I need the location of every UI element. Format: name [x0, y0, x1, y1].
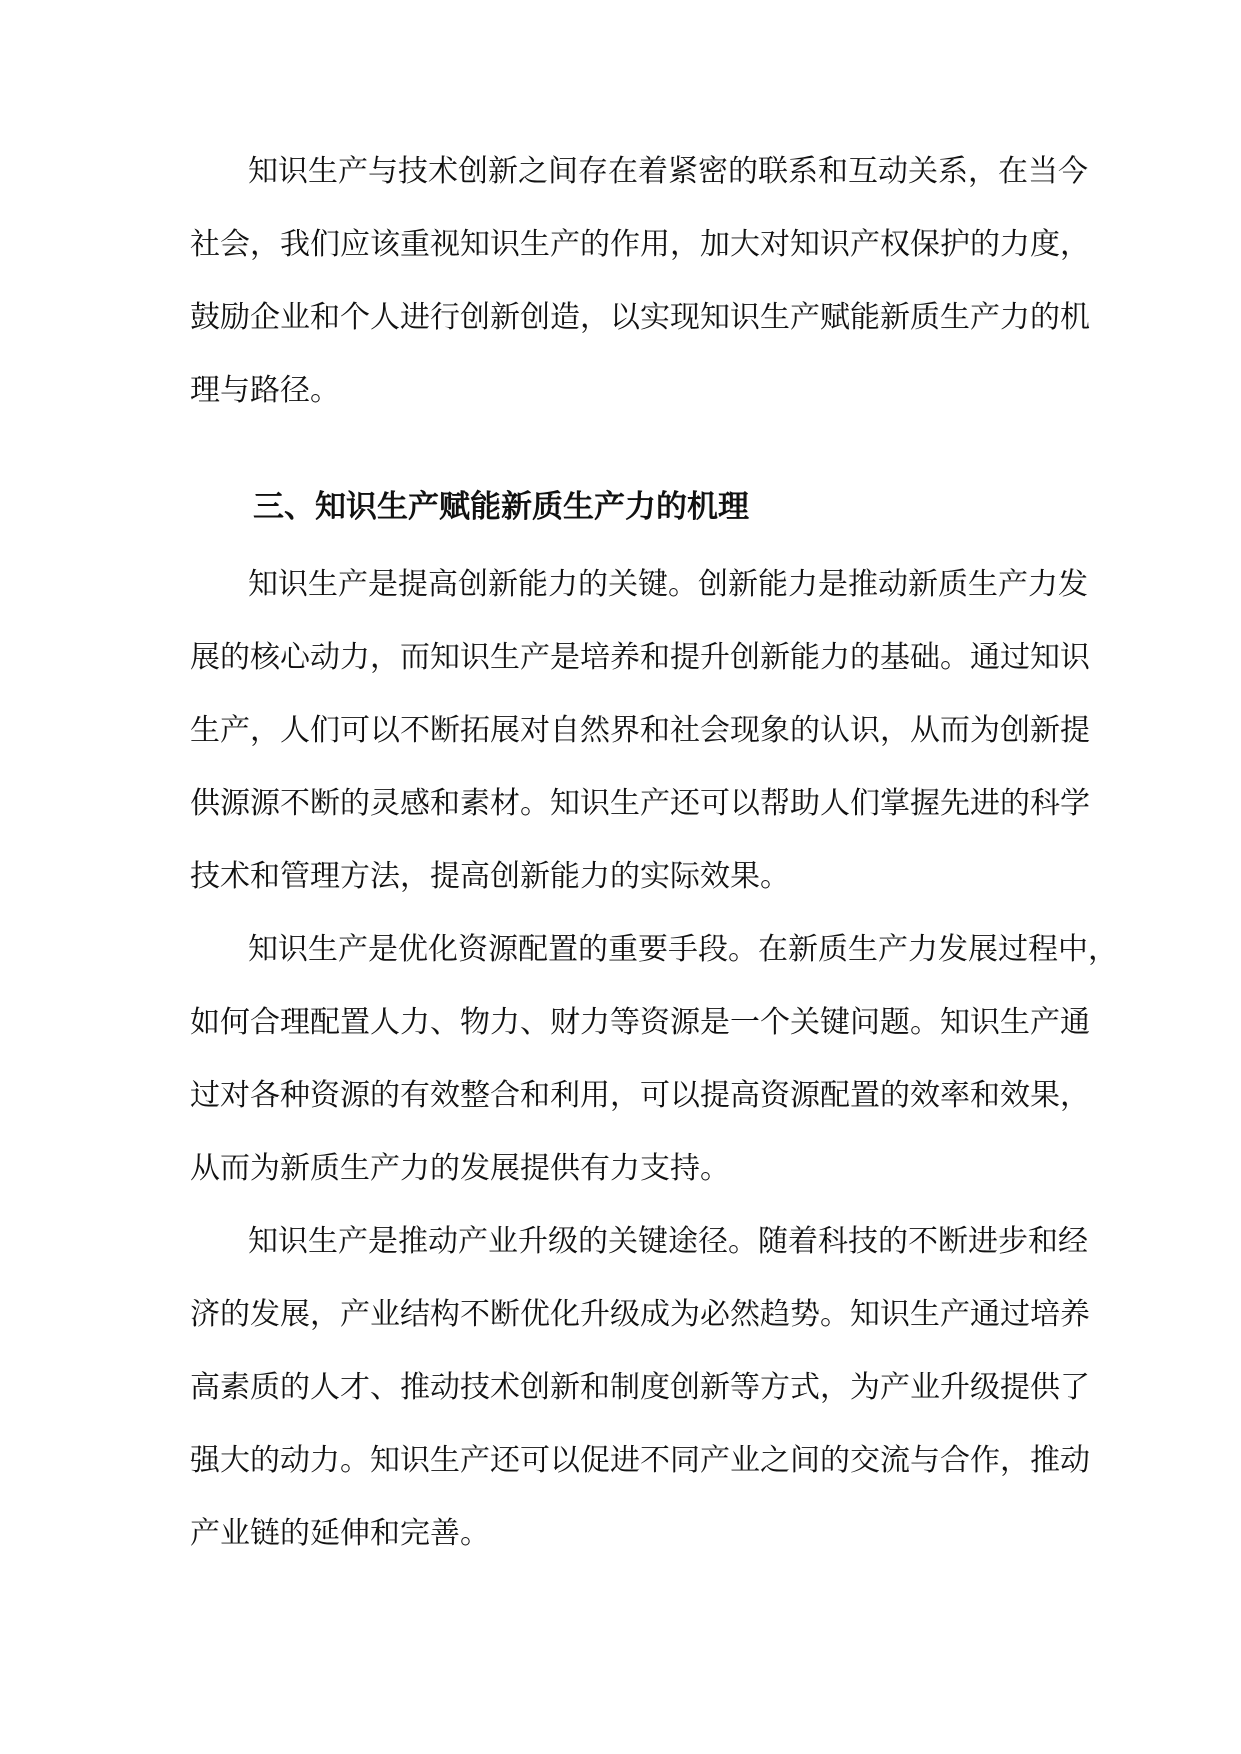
paragraph-1-line-2: 社会，我们应该重视知识生产的作用，加大对知识产权保护的力度， [190, 227, 1090, 262]
section-heading: 三、知识生产赋能新质生产力的机理 [253, 489, 749, 525]
paragraph-3-line-2: 如何合理配置人力、物力、财力等资源是一个关键问题。知识生产通 [190, 1005, 1090, 1040]
paragraph-1-line-1: 知识生产与技术创新之间存在着紧密的联系和互动关系，在当今 [248, 154, 1088, 189]
paragraph-3-line-3: 过对各种资源的有效整合和利用，可以提高资源配置的效率和效果， [190, 1078, 1090, 1113]
paragraph-2-line-5: 技术和管理方法，提高创新能力的实际效果。 [190, 859, 790, 894]
paragraph-2-line-3: 生产，人们可以不断拓展对自然界和社会现象的认识，从而为创新提 [190, 713, 1090, 748]
paragraph-2-line-4: 供源源不断的灵感和素材。知识生产还可以帮助人们掌握先进的科学 [190, 786, 1090, 821]
paragraph-3-line-1: 知识生产是优化资源配置的重要手段。在新质生产力发展过程中， [248, 932, 1118, 967]
paragraph-2-line-2: 展的核心动力，而知识生产是培养和提升创新能力的基础。通过知识 [190, 640, 1090, 675]
paragraph-4-line-3: 高素质的人才、推动技术创新和制度创新等方式，为产业升级提供了 [190, 1370, 1090, 1405]
paragraph-4-line-1: 知识生产是推动产业升级的关键途径。随着科技的不断进步和经 [248, 1224, 1088, 1259]
paragraph-4-line-4: 强大的动力。知识生产还可以促进不同产业之间的交流与合作，推动 [190, 1443, 1090, 1478]
paragraph-4-line-2: 济的发展，产业结构不断优化升级成为必然趋势。知识生产通过培养 [190, 1297, 1090, 1332]
paragraph-1-line-4: 理与路径。 [190, 373, 340, 408]
paragraph-1-line-3: 鼓励企业和个人进行创新创造，以实现知识生产赋能新质生产力的机 [190, 300, 1090, 335]
paragraph-2-line-1: 知识生产是提高创新能力的关键。创新能力是推动新质生产力发 [248, 567, 1088, 602]
paragraph-3-line-4: 从而为新质生产力的发展提供有力支持。 [190, 1151, 730, 1186]
paragraph-4-line-5: 产业链的延伸和完善。 [190, 1516, 490, 1551]
